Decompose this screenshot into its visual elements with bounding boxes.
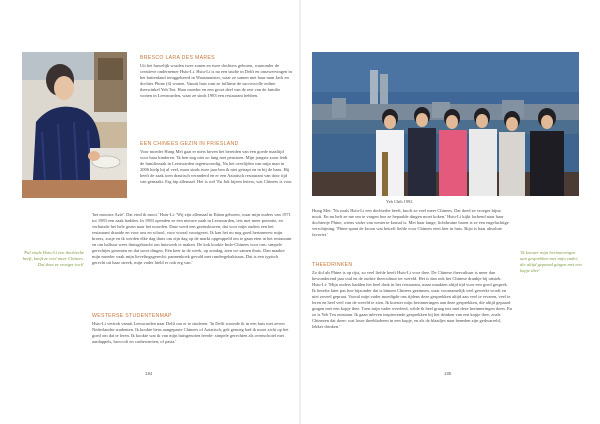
page-gutter: [299, 0, 301, 424]
body-text-2: 'het mooiste Azië'. Dat vind ik mooi.' Hsiu-Li: 'Wij zijn allemaal in Edam geboren, waar mijn ouders van 1971 tot 1983 een zaak hadden. In 1983 openden ze een nieuwe zaak in Leeuwarden, iets met meer potentie, en verhuisde het hele gezin naar het noorden. Daar werd een gezinshuwen, dat voor mijn ouders een het restaurant draaide en voor ons en school, voor vooral voortgezet. Ik kan het nu nog goed herinneren: mijn broers, zusje en ik werden elke dag thuis om zijn dag op de markt opgesppeld om te gaan eten in het restaurant en om halfuur wees thuisgebracht om huiswerk te maken. De kok kookte Indo-Chinees voor ons: simpele gerechtjes groenten en dat soort dingen. Eén keer in de week, op zondag, aten we samen thuis. Dan maakte mijn moeder vaak mijn lievelingsgerecht: pannenkoek gevuld met rundergehaktsaus. Dat is een typisch gerecht uit haar streek, mijn vader hield er ook erg van.': [92, 212, 292, 266]
page-number-right: 185: [444, 371, 452, 376]
page-number-left: 184: [145, 371, 153, 376]
heading-westerse: WESTERSE STUDENTENMAP: [92, 313, 172, 319]
heading-theedrinken: THEEDRINKEN: [312, 262, 353, 268]
photo-caption: Yeh Chih 1992: [386, 199, 413, 204]
body-text-right-2: Zo dol als Phine is op rijst, zo veel liefde heeft Hsiu-Li voor thee. De Chinese theecultuur is meer dan bewonderend jaar oud en de oudste theecultuur ter wereld. Het is dan ook het Chinese drankje bij uitstek. Hsiu-Li: 'Mijn ouders hadden het heel druk in het restaurant, maar maakten altijd tijd voor een goed gesprek. Ik besefte later pas hoe bijzonder dat is binnen Chinees gezinnen, waar voornamelijk veel gewerkt wordt en niet zoveel gepraat. Vooral mijn vader moedigde ons tijdens deze gesprekken altijd aan veel te ervaren, veel te leren en heel veel van de wereld te zien. Ik koester mijn herinneringen aan deze gesprekken, die altijd gepaard gingen met een kopje thee. Toen mijn vader overleed, wilde ik heel graag iets met deze herinneringen doen. En zo is Yeh Tea ontstaan. Ik gaan inleven inspirerende gesprekken bij het drinken van een kopje thee, zoals Chinezen dat doen: wat losse theebladeren in een kopje, en als de blaadjes naar beneden zijn gedwarreld, lekker drinken.': [312, 270, 512, 330]
body-text-1: Voor moeder Hung Mei gaat er niets boven het bereiden van een goede maaltijd voor haar kinderen. 'Ik ben nog niet zo lang met pensioen. Mijn jongste zoon leidt de familiezaak in Leeuwarden tegenwoordig. Na het overlijden van mijn man in 2006 hielp hij al veel, maar sinds twee jaar ben ik niet getrapt en in bij de baas. Hij heeft de zaak toen drastisch veranderd en er een Aziatisch restaurant van door tijd van gemaakt. Erg hip allemaal. Het is wel 'En Juk bijeen letters, wat Chinees is voor: [140, 149, 292, 185]
photo-mother-cooking: [22, 52, 127, 198]
pull-quote-left: 'Pal vinde Hsiu-Li een dochterbe heeft, knoft ze veel meer Chinees. Dat doet ze vroeger toch': [22, 250, 84, 267]
body-text-right-1: Hung Mei: 'Na zoals Hsiu-Li een dochterbe heeft, knoft ze veel meer Chinees. Dat doed ze vroeger bijna nooit. En nu heft ze me om te vragen hoe ze bepaalde dingen moet koken.' Hsiu-Li kijkt lachend naar haar dochtertje Phine, wiens vader van westerse komaf is. Met haar lange, lichtbruine haren is ze een engelachtige verschijning. 'Phine spant de kroon wat betreft liefde voor Chinees eten hier in huis. Rijst is haar absolute favoriet.': [312, 208, 509, 238]
pull-quote-right: 'Ik koester mijn herinneringen aan gesprekken met mijn vader, die altijd gepaard gingen met een kopje thee': [520, 250, 582, 273]
heading-bresco: BRESCO LARA DES MARES: [140, 55, 215, 61]
intro-text: Uit het huwelijk worden twee zonen en twee dochters geboren, waaronder de creatieve ondernemer Hsiu-Li. Hsiu-Li is na een studie in Delft en omzwervingen in het buitenland teruggekeerd in Waasmunster, waar ze samen met haar man Jack en dochter Phine (4) wonen. Vanuit huis runt ze fulltime de succesvolle online theewinkel Yeh Tea. Haar moeder en een groot deel van de rest van de familie wonen in Leeuwarden, waar ze sinds 1983 een restaurant hebben.: [140, 63, 292, 99]
heading-chinees-gezin: EEN CHINEES GEZIN IN FRIESLAND: [140, 141, 239, 147]
photo-family-new-york: [312, 52, 579, 196]
body-text-3: Hsiu-Li vertrok vanuit Leeuwarden naar Delft om er te studeren. 'In Delft woonde ik in een huis met zeven Nederlandse studenten. Ik kookte heus aangepaste Chinees of Aziatisch, gek genoeg had ik mooi zicht op het goed om dat te leren. Ik kookte wat ik van mijn huisgenoten leerde: simpele gerechten als ovenschotel met aardappels, broccoli en cashewnoten, of pasta.': [92, 321, 289, 345]
